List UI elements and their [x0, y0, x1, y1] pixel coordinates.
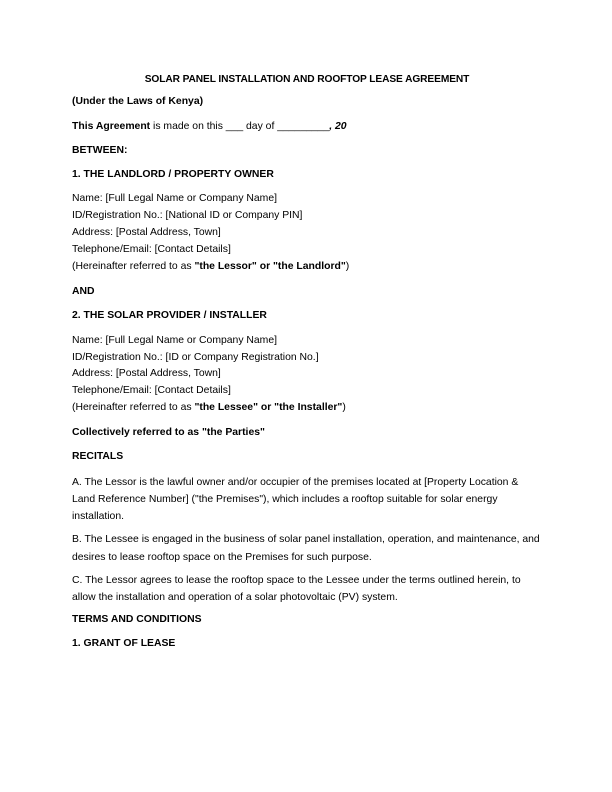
- collectively-line: Collectively referred to as "the Parties": [72, 427, 265, 439]
- party1-reference: [72, 259, 542, 276]
- party2-ref-bold: "the Lessee" or "the Installer": [194, 402, 343, 414]
- party2-reference: [72, 400, 542, 417]
- section1-heading: 1. GRANT OF LEASE: [72, 638, 176, 650]
- agreement-date-year: , 20: [329, 120, 347, 132]
- party1-ref-pre: (Hereinafter referred to as: [72, 261, 195, 273]
- agreement-date-line: [72, 119, 542, 135]
- party2-details: [72, 333, 542, 418]
- party2-id: ID/Registration No.: [ID or Company Registration No.]: [72, 351, 319, 363]
- recital-a: A. The Lessor is the lawful owner and/or occupier of the premises located at [Property Location & Land Reference Number] ("the Premises"), which includes a rooftop suitable for solar energy installation.: [72, 476, 519, 523]
- party2-address: Address: [Postal Address, Town]: [72, 368, 221, 380]
- party1-name: Name: [Full Legal Name or Company Name]: [72, 193, 278, 205]
- document-subtitle: (Under the Laws of Kenya): [72, 96, 204, 108]
- agreement-date-text: is made on this ___ day of _________: [150, 120, 330, 132]
- agreement-date-lead: This Agreement: [72, 120, 151, 132]
- party1-heading: 1. THE LANDLORD / PROPERTY OWNER: [72, 169, 274, 181]
- party1-details: [72, 191, 542, 276]
- party1-ref-post: ): [345, 261, 350, 273]
- party2-heading: 2. THE SOLAR PROVIDER / INSTALLER: [72, 310, 267, 322]
- party1-contact: Telephone/Email: [Contact Details]: [72, 244, 231, 256]
- party2-contact: Telephone/Email: [Contact Details]: [72, 385, 231, 397]
- and-heading: AND: [72, 286, 95, 298]
- between-heading: BETWEEN:: [72, 144, 128, 156]
- party1-ref-bold: "the Lessor" or "the Landlord": [194, 261, 346, 273]
- document-page: [72, 72, 542, 661]
- party2-ref-pre: (Hereinafter referred to as: [72, 402, 195, 414]
- document-title: SOLAR PANEL INSTALLATION AND ROOFTOP LEASE AGREEMENT: [144, 74, 470, 85]
- party1-id: ID/Registration No.: [National ID or Company PIN]: [72, 210, 303, 222]
- recital-b: B. The Lessee is engaged in the business of solar panel installation, operation, and maintenance, and desires to lease rooftop space on the Premises for such purpose.: [72, 534, 540, 563]
- party1-address: Address: [Postal Address, Town]: [72, 227, 221, 239]
- recital-c: C. The Lessor agrees to lease the rooftop space to the Lessee under the terms outlined herein, to allow the installation and operation of a solar photovoltaic (PV) system.: [72, 574, 521, 603]
- party2-ref-post: ): [342, 402, 346, 414]
- party2-name: Name: [Full Legal Name or Company Name]: [72, 334, 278, 346]
- terms-heading: TERMS AND CONDITIONS: [72, 614, 202, 626]
- recitals-heading: RECITALS: [72, 451, 124, 463]
